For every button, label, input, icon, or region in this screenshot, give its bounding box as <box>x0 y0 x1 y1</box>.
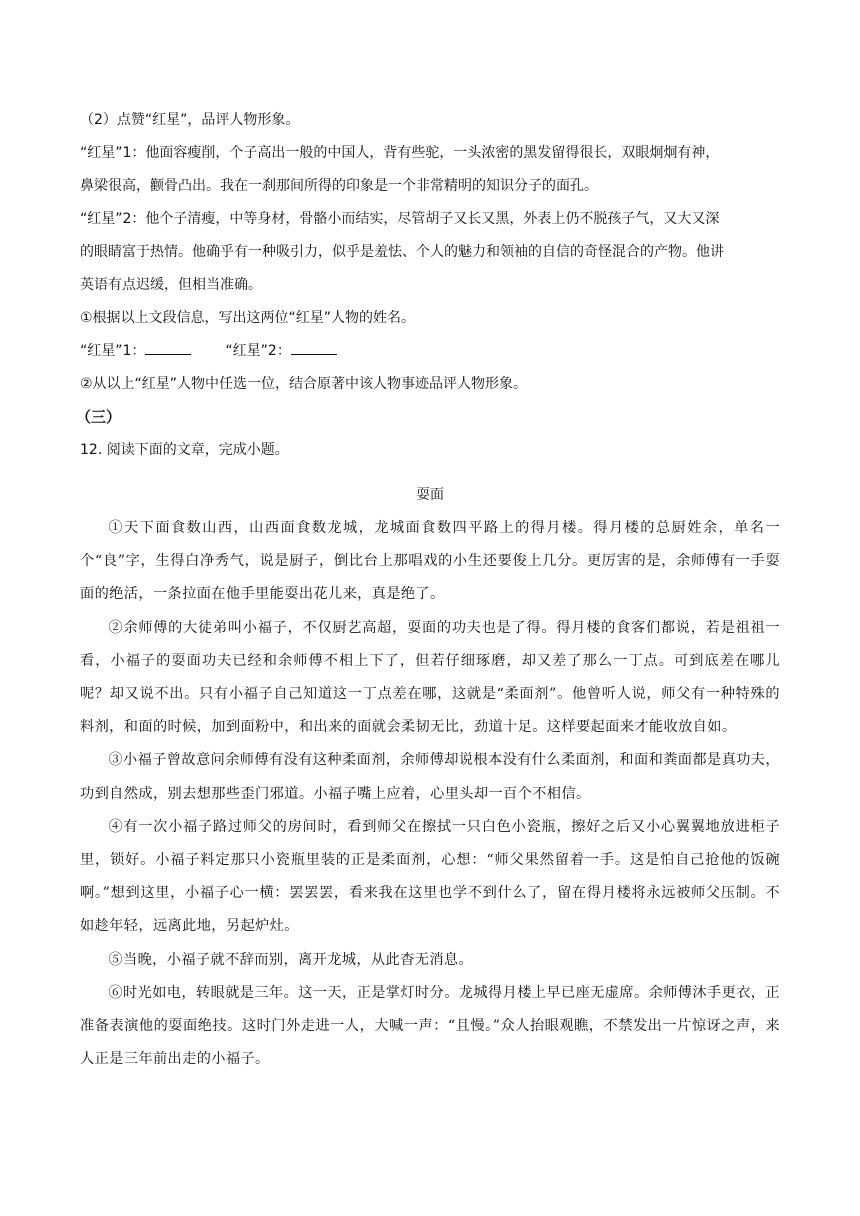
answer-blank-1[interactable] <box>145 339 191 355</box>
question-12 <box>80 434 780 467</box>
answer-blanks-row <box>80 335 780 368</box>
blank-1-label: “红星”1： <box>80 343 146 359</box>
star1-description-line: 鼻梁很高，颧骨凸出。我在一刹那间所得的印象是一个非常精明的知识分子的面孔。 <box>80 178 598 194</box>
sub-question-2: ②从以上“红星”人物中任选一位，结合原著中该人物事迹品评人物形象。 <box>80 376 528 392</box>
sub-question-1: ①根据以上文段信息，写出这两位“红星”人物的姓名。 <box>80 310 416 326</box>
question-instruction: 阅读下面的文章，完成小题。 <box>106 442 289 458</box>
story-paragraph: ②余师傅的大徒弟叫小福子，不仅厨艺高超，耍面的功夫也是了得。得月楼的食客们都说，若是祖祖一看，小福子的耍面功夫已经和余师傅不相上下了，但若仔细琢磨，却又差了那么一丁点。可到底差在哪儿呢？却又说不出。只有小福子自己知道这一丁点差在哪，这就是“柔面剂”。他曾听人说，师父有一种特殊的料剂，和面的时候，加到面粉中，和出来的面就会柔韧无比，劲道十足。这样要起面来才能收放自如。 <box>80 619 780 736</box>
story-title: 耍面 <box>416 487 444 503</box>
story-paragraph: ⑥时光如电，转眼就是三年。这一天，正是掌灯时分。龙城得月楼上早已座无虚席。余师傅沐手更衣，正准备表演他的耍面绝技。这时门外走进一人，大喊一声：“且慢。”众人抬眼观瞧，不禁发出一片惊讶之声，来人正是三年前出走的小福子。 <box>80 984 780 1068</box>
star1-description-line: “红星”1：他面容瘦削，个子高出一般的中国人，背有些驼，一头浓密的黑发留得很长，双眼炯炯有神， <box>80 145 720 161</box>
question-2-prompt: （2）点赞“红星”，品评人物形象。 <box>80 112 300 128</box>
story-paragraph: ⑤当晚，小福子就不辞而别，离开龙城，从此杳无消息。 <box>108 951 474 968</box>
story-paragraph: ①天下面食数山西，山西面食数龙城，龙城面食数四平路上的得月楼。得月楼的总厨姓余，单名一个“良”字，生得白净秀气，说是厨子，倒比台上那唱戏的小生还要俊上几分。更厉害的是，余师傅有一手耍面的绝活，一条拉面在他手里能耍出花儿来，真是绝了。 <box>80 520 780 603</box>
question-block <box>76 104 780 467</box>
star2-description-line: “红星”2：他个子清瘦，中等身材，骨骼小而结实，尽管胡子又长又黑，外表上仍不脱孩子气，又大又深 <box>80 211 720 227</box>
star2-description-line: 英语有点迟缓，但相当准确。 <box>80 277 262 293</box>
story-paragraph: ③小福子曾故意问余师傅有没有这种柔面剂，余师傅却说根本没有什么柔面剂，和面和粪面都是真功夫，功到自然成，别去想那些歪门邪道。小福子嘴上应着，心里头却一百个不相信。 <box>80 752 780 802</box>
story-article <box>80 478 780 1076</box>
question-number: 12. <box>80 442 103 458</box>
section-heading: （三） <box>76 408 122 426</box>
story-paragraph: ④有一次小福子路过师父的房间时，看到师父在擦拭一只白色小瓷瓶，擦好之后又小心翼翼地放进柜子里，锁好。小福子料定那只小瓷瓶里装的正是柔面剂，心想：“师父果然留着一手。这是怕自己抢他的饭碗啊。”想到这里，小福子心一横：罢罢罢，看来我在这里也学不到什么了，留在得月楼将永远被师父压制。不如趁年轻，远离此地，另起炉灶。 <box>80 818 780 935</box>
answer-blank-2[interactable] <box>291 339 337 355</box>
blank-2-label: “红星”2： <box>225 343 291 359</box>
star2-description-line: 的眼睛富于热情。他确乎有一种吸引力，似乎是羞怯、个人的魅力和领袖的自信的奇怪混合的产物。他讲 <box>80 244 724 260</box>
